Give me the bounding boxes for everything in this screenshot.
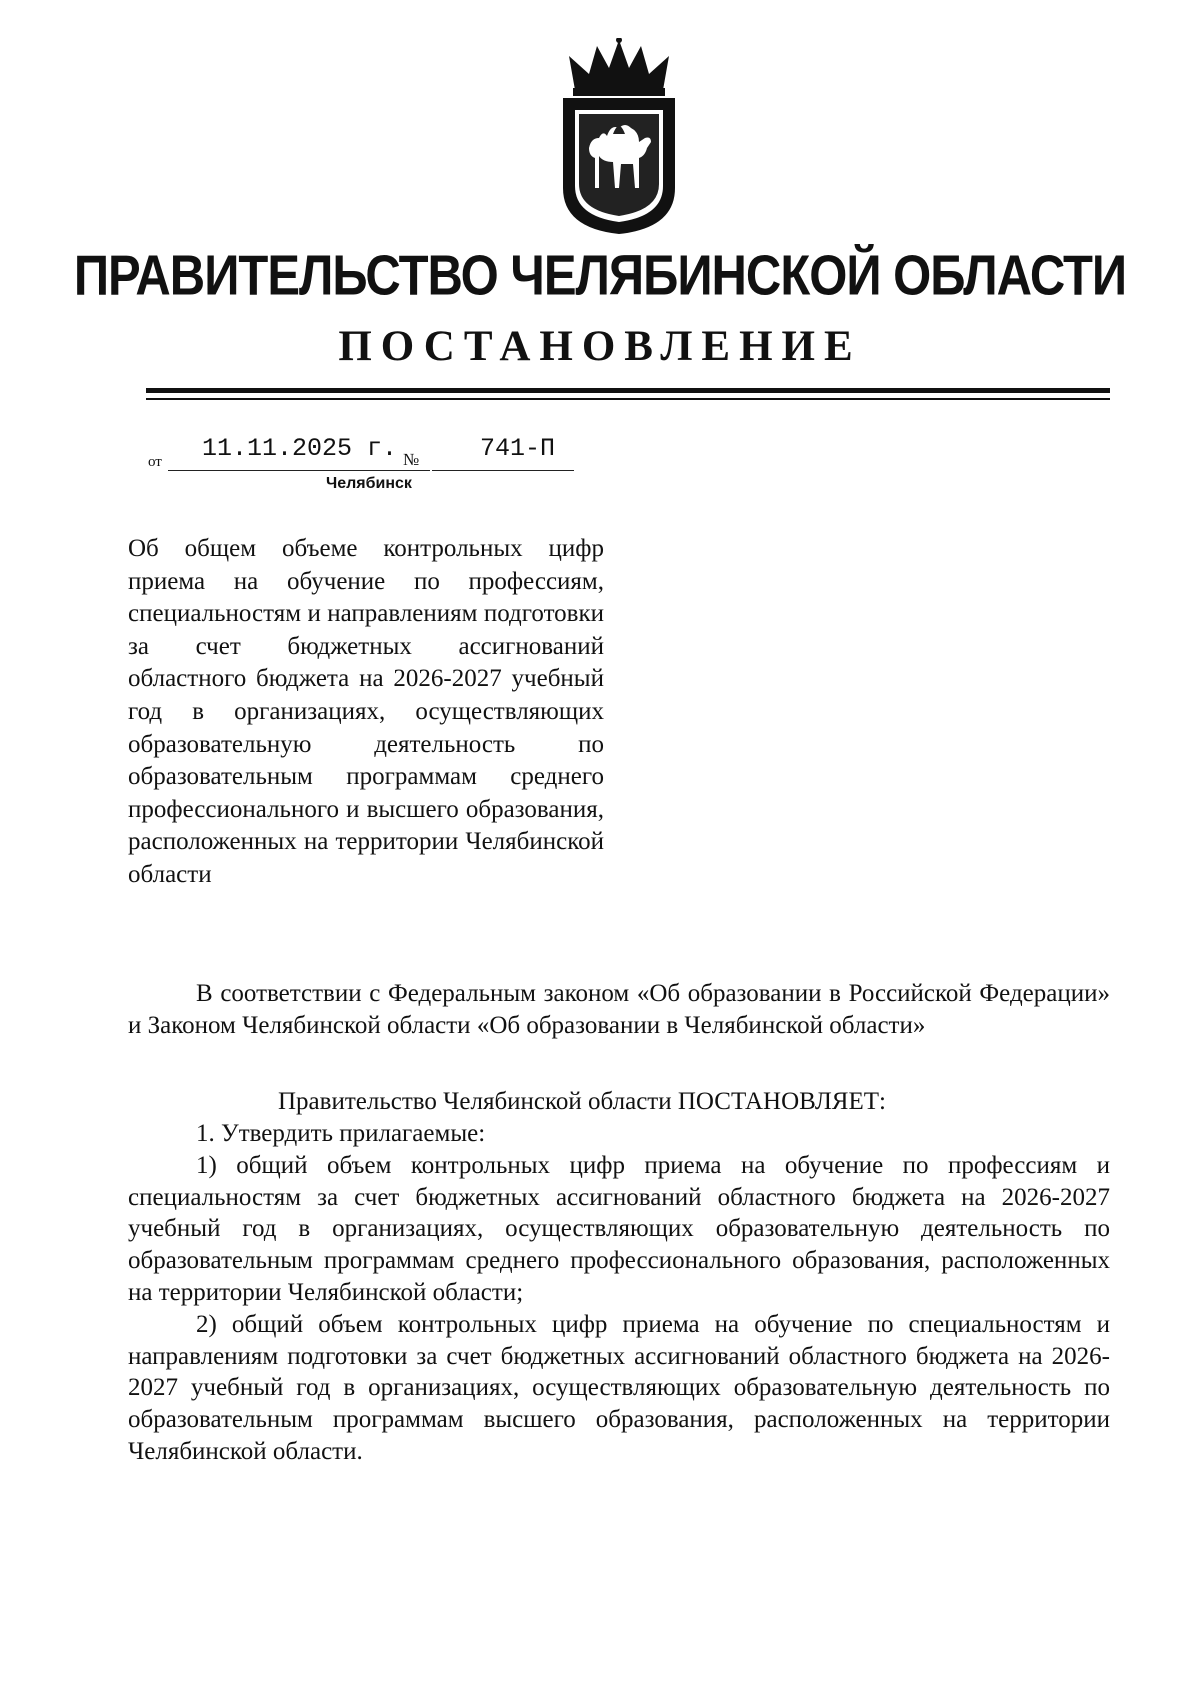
item-1-paragraph: 1. Утвердить прилагаемые: [196,1120,486,1147]
document-number: 741-П [480,434,556,463]
city-label: Челябинск [326,475,412,492]
decree-paragraph: Правительство Челябинской области ПОСТАНОВЛЯЕТ: [278,1088,886,1115]
date-underline [168,470,430,471]
date-prefix-label: от [148,454,162,470]
intro-paragraph: В соответствии с Федеральным законом «Об образовании в Российской Федерации» и Законом Челябинской области «Об образовании в Челябинской области» [128,980,1110,1039]
document-type-title: ПОСТАНОВЛЕНИЕ [338,323,862,370]
header-divider-thick [146,388,1110,393]
number-underline [432,470,574,471]
header-divider-thin [146,398,1110,400]
document-date: 11.11.2025 г. [202,434,398,463]
organization-title: ПРАВИТЕЛЬСТВО ЧЕЛЯБИНСКОЙ ОБЛАСТИ [73,245,1127,308]
subitem-1-paragraph: 1) общий объем контрольных цифр приема на обучение по профессиям и специальностям за счет бюджетных ассигнований областного бюджета на 2026-2027 учебный год в организациях, осуществляющих образовательную деятельность по образовательным программам среднего профессионального образования, расположенных на территории Челябинской области; [128,1152,1110,1306]
number-sign-label: № [403,450,420,469]
coat-of-arms-emblem [555,38,683,234]
document-subject: Об общем объеме контрольных цифр приема на обучение по профессиям, специальностям и направлениям подготовки за счет бюджетных ассигнований областного бюджета на 2026-2027 учебный год в организациях, осуществляющих образовательную деятельность по образовательным программам среднего профессионального и высшего образования, расположенных на территории Челябинской области [128,535,604,888]
subitem-2-paragraph: 2) общий объем контрольных цифр приема на обучение по специальностям и направлениям подготовки за счет бюджетных ассигнований областного бюджета на 2026-2027 учебный год в организациях, осуществляющих образовательную деятельность по образовательным программам высшего образования, расположенных на территории Челябинской области. [128,1311,1110,1465]
